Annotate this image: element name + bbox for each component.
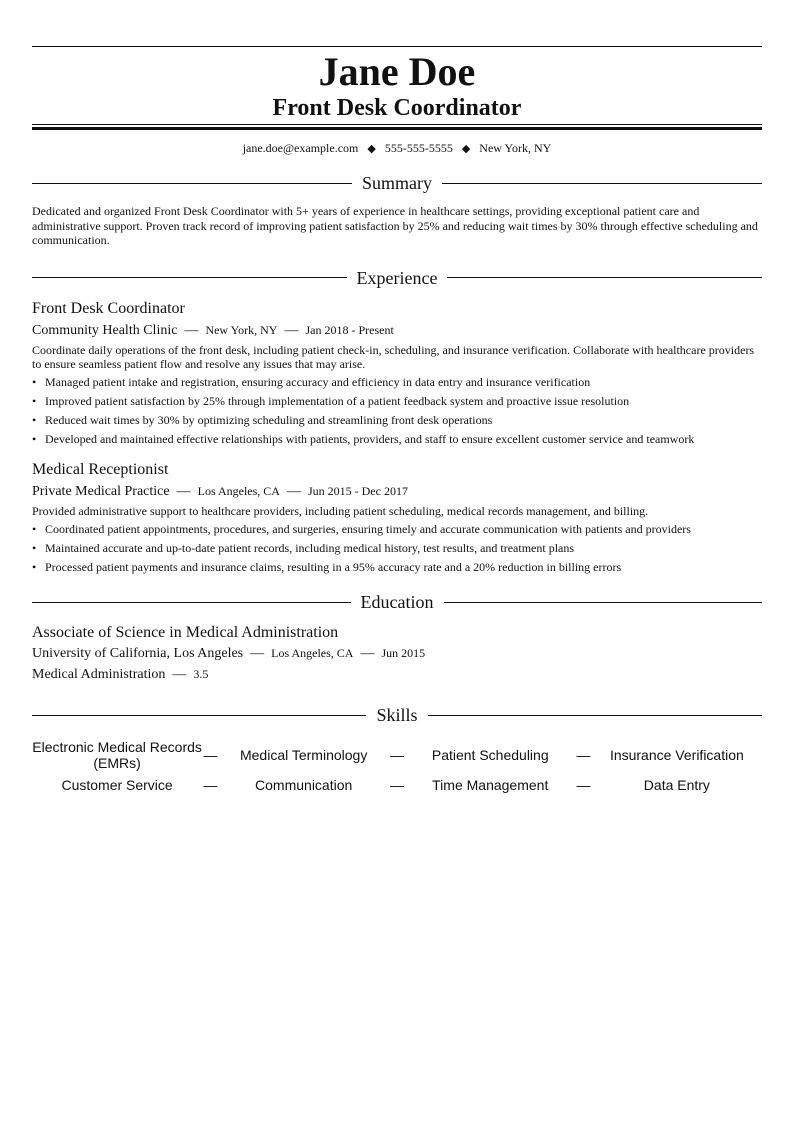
bullet-icon: • [32,393,37,408]
dash-separator: — [284,322,299,338]
job-org-line [32,481,762,502]
diamond-separator-icon: ◆ [461,143,471,155]
education-gpa: 3.5 [193,667,209,681]
job-description: Coordinate daily operations of the front desk, including patient check-in, scheduling, and insurance verification. Collaborate with healthcare providers to ensure seamless patient flow and resolve any issues that may arise. [32,342,755,371]
contact-line [32,140,762,157]
job-organization: Private Medical Practice [32,484,170,499]
list-item: • Improved patient satisfaction by 25% through implementation of a patient feedback system and proactive issue resolution [32,393,630,408]
dash-separator: — [203,777,218,793]
skill-item: Electronic Medical Records (EMRs) [32,739,202,771]
resume-page [32,46,762,797]
section-title: Skills [376,705,418,725]
dash-separator: — [250,646,265,661]
dash-separator: — [203,747,218,763]
bullet-icon: • [32,431,37,446]
education-school-line [32,643,762,664]
skills-row [32,737,762,775]
top-rule [32,46,762,47]
bullet-icon: • [32,559,37,574]
section-title: Education [360,592,434,612]
summary-section-heading [32,171,762,195]
candidate-title: Front Desk Coordinator [272,95,522,121]
diamond-separator-icon: ◆ [367,143,376,155]
job-location: New York, NY [205,322,278,337]
job-bullets [32,522,762,575]
dash-separator: — [184,322,199,338]
skill-item: Time Management [432,777,549,793]
dash-separator: — [389,747,404,763]
section-title: Experience [356,267,438,288]
bullet-icon: • [32,374,37,389]
education-field: Medical Administration [32,667,166,682]
job-location: Los Angeles, CA [197,484,280,498]
bullet-icon: • [32,412,37,427]
skills-table [32,737,762,797]
education-field-line [32,664,762,685]
job-dates: Jan 2018 - Present [305,322,394,337]
dash-separator: — [172,667,187,682]
experience-entry [32,299,762,447]
job-dates: Jun 2015 - Dec 2017 [307,484,408,498]
job-org-line [32,320,762,341]
dash-separator: — [389,777,404,793]
list-item: • Managed patient intake and registration, ensuring accuracy and efficiency in data entry and insurance verification [32,374,591,389]
dash-separator: — [576,777,591,793]
contact-location: New York, NY [479,141,552,155]
job-organization: Community Health Clinic [32,322,178,338]
skill-item: Customer Service [61,777,173,793]
dash-separator: — [286,484,301,499]
skill-item: Medical Terminology [239,747,368,763]
list-item: • Developed and maintained effective relationships with patients, providers, and staff to ensure excellent customer service and teamwork [32,431,695,446]
summary-text: Dedicated and organized Front Desk Coordinator with 5+ years of experience in healthcare settings, providing exceptional patient care and administrative support. Proven track record of improving patient satisfaction by 25% and reducing wait times by 30% through effective scheduling and communication. [32,204,758,247]
experience-section-heading [32,266,762,290]
candidate-name: Jane Doe [318,49,476,94]
skill-item: Data Entry [643,777,710,793]
dash-separator: — [360,646,375,661]
skill-item: Patient Scheduling [431,747,549,763]
job-description: Provided administrative support to healthcare providers, including patient scheduling, medical records management, and billing. [32,504,649,518]
section-title: Summary [362,173,432,193]
dash-separator: — [576,747,591,763]
job-title: Front Desk Coordinator [32,299,185,317]
education-school: University of California, Los Angeles [32,646,244,661]
contact-email: jane.doe@example.com [242,141,359,155]
list-item: • Reduced wait times by 30% by optimizing scheduling and streamlining front desk operations [32,412,493,427]
skill-item: Communication [255,777,353,793]
list-item: • Coordinated patient appointments, procedures, and surgeries, ensuring timely and accurate communication with patients and providers [32,521,691,536]
header-double-rule [32,124,762,130]
education-location: Los Angeles, CA [271,646,354,660]
skills-row [32,775,762,797]
job-title: Medical Receptionist [32,461,169,478]
education-section-heading [32,590,762,614]
job-bullets [32,375,762,447]
bullet-icon: • [32,521,37,536]
skills-section-heading [32,703,762,727]
experience-entry [32,460,762,574]
dash-separator: — [176,484,191,499]
list-item: • Maintained accurate and up-to-date patient records, including medical history, test results, and treatment plans [32,540,575,555]
education-date: Jun 2015 [381,646,426,660]
skill-item: Insurance Verification [609,747,744,763]
education-degree: Associate of Science in Medical Administration [32,624,339,641]
contact-phone: 555-555-5555 [384,141,453,155]
list-item: • Processed patient payments and insurance claims, resulting in a 95% accuracy rate and a 20% reduction in billing errors [32,559,622,574]
bullet-icon: • [32,540,37,555]
